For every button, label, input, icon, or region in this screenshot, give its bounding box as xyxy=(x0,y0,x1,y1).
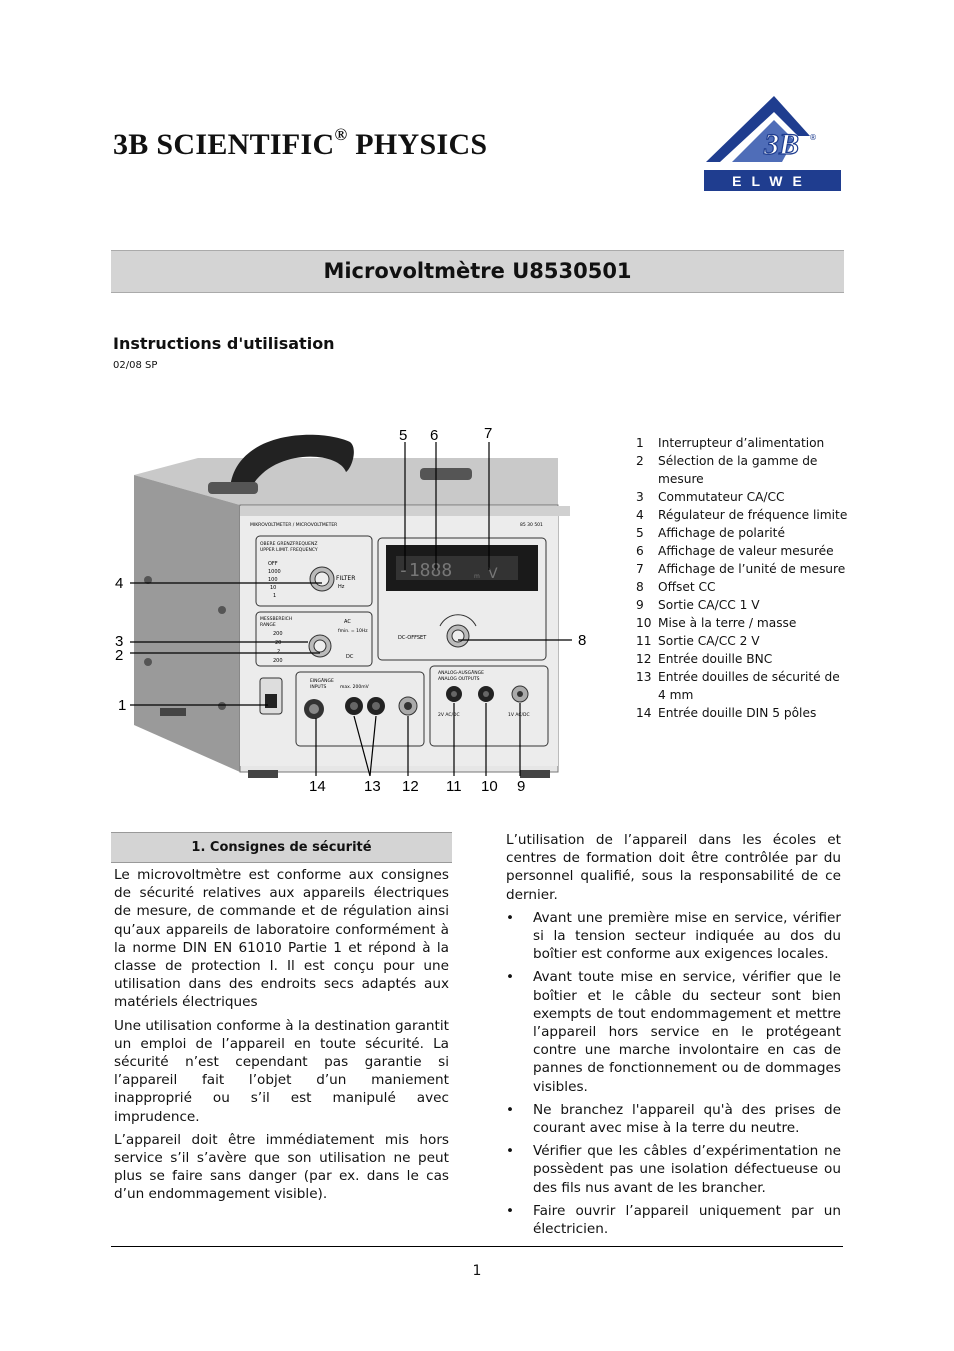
svg-text:OBERE GRENZFREQUENZ: OBERE GRENZFREQUENZ xyxy=(260,542,318,547)
brand-title: 3B SCIENTIFIC® PHYSICS xyxy=(113,125,488,161)
legend-item: 11 Sortie CA/CC 2 V xyxy=(636,634,760,648)
callout-8: 8 xyxy=(578,632,587,649)
legend-item: 8 Offset CC xyxy=(636,580,716,594)
document-title: Microvoltmètre U8530501 xyxy=(111,250,844,293)
callout-3: 3 xyxy=(115,633,124,650)
svg-text:ANALOG OUTPUTS: ANALOG OUTPUTS xyxy=(438,677,480,682)
paragraph: L’appareil doit être immédiatement mis hors service s’il s’avère que son utilisation ne peut plus se faire sans danger (par ex. dans le cas d’un endommagement visible). xyxy=(114,1131,449,1203)
svg-text:MESSBEREICH: MESSBEREICH xyxy=(260,617,293,622)
callout-9: 9 xyxy=(517,778,526,795)
svg-text:200: 200 xyxy=(273,658,283,664)
legend-item: 10 Mise à la terre / masse xyxy=(636,616,797,630)
svg-text:fmin. = 10Hz: fmin. = 10Hz xyxy=(338,629,368,634)
right-column xyxy=(506,831,841,1243)
date-code: 02/08 SP xyxy=(113,360,158,371)
page-number: 1 xyxy=(472,1263,482,1279)
callout-11: 11 xyxy=(446,778,462,795)
svg-text:85 30 501: 85 30 501 xyxy=(520,523,543,528)
callout-1: 1 xyxy=(118,697,127,714)
legend-item: 1 Interrupteur d’alimentation xyxy=(636,436,825,450)
svg-text:INPUTS: INPUTS xyxy=(310,685,327,690)
svg-text:RANGE: RANGE xyxy=(260,623,276,628)
svg-text:®: ® xyxy=(809,133,817,142)
callout-10: 10 xyxy=(481,778,498,795)
svg-text:MIKROVOLTMETER / MICROVOLTMETE: MIKROVOLTMETER / MICROVOLTMETER xyxy=(250,523,338,528)
svg-text:AC: AC xyxy=(344,619,351,625)
legend-item: 7 Affichage de l’unité de mesure xyxy=(636,562,846,576)
callout-4: 4 xyxy=(115,575,124,592)
section-heading: 1. Consignes de sécurité xyxy=(111,832,452,863)
svg-text:3B: 3B xyxy=(764,128,800,161)
svg-text:ELWE: ELWE xyxy=(732,173,812,189)
svg-text:UPPER LIMIT. FREQUENCY: UPPER LIMIT. FREQUENCY xyxy=(260,548,318,553)
legend-item: 14 Entrée douille DIN 5 pôles xyxy=(636,706,817,720)
svg-text:m: m xyxy=(474,573,480,580)
svg-text:FILTER: FILTER xyxy=(336,575,356,582)
svg-text:DC-OFFSET: DC-OFFSET xyxy=(398,635,427,641)
paragraph: Le microvoltmètre est conforme aux consignes de sécurité relatives aux appareils électriques de mesure, de commande et de régulation ainsi qu’aux appareils de laboratoire conformément à la norme DIN EN 61010 Partie 1 et répond à la classe de protection I. Il est conçu pour une utilisation dans des endroits secs adaptés aux matériels électriques xyxy=(114,867,449,1011)
list-item: • Avant une première mise en service, vérifier si la tension secteur indiquée au dos du boîtier est conforme aux exigences locales. xyxy=(506,909,841,964)
svg-text:V: V xyxy=(488,566,498,582)
list-item: • Ne branchez l'appareil qu'à des prises de courant avec mise à la terre du neutre. xyxy=(506,1101,841,1137)
svg-text:EINGÄNGE: EINGÄNGE xyxy=(310,679,334,684)
list-item: • Vérifier que les câbles d’expérimentation ne possèdent pas une isolation défectueuse ou des fils nus avant de les brancher. xyxy=(506,1142,841,1197)
svg-text:OFF: OFF xyxy=(268,561,278,567)
legend-item: 9 Sortie CA/CC 1 V xyxy=(636,598,760,612)
callout-6: 6 xyxy=(430,427,439,444)
paragraph: Une utilisation conforme à la destination garantit un emploi de l’appareil en toute sécurité. La sécurité n’est cependant pas garantie si l’appareil fait l’objet d’un maniement inapproprié ou s’il est manipulé avec imprudence. xyxy=(114,1017,449,1125)
legend-item: 5 Affichage de polarité xyxy=(636,526,785,540)
device-figure xyxy=(100,420,600,810)
svg-text:1000: 1000 xyxy=(268,569,281,575)
svg-text:1: 1 xyxy=(273,593,277,599)
3b-elwe-logo xyxy=(702,94,842,192)
list-item: • Avant toute mise en service, vérifier que le boîtier et le câble du secteur sont bien exempts de tout endommagement et mettre l’appareil hors service en le protégeant contre une marche involontaire en cas de pannes de fonctionnement ou de dommages visibles. xyxy=(506,968,841,1095)
figure-legend xyxy=(636,434,851,722)
section-subtitle: Instructions d'utilisation xyxy=(113,334,335,353)
svg-text:1V AC/DC: 1V AC/DC xyxy=(508,713,530,718)
legend-item: 13 Entrée douilles de sécurité de 4 mm xyxy=(636,670,840,702)
footer-rule xyxy=(111,1246,843,1247)
callout-13: 13 xyxy=(364,778,381,795)
legend-item: 2 Sélection de la gamme de mesure xyxy=(636,454,818,486)
list-item: • Faire ouvrir l’appareil uniquement par un électricien. xyxy=(506,1202,841,1238)
callout-2: 2 xyxy=(115,647,124,664)
svg-text:20: 20 xyxy=(275,640,282,646)
svg-text:-1888: -1888 xyxy=(398,560,453,581)
left-column xyxy=(114,866,449,1209)
legend-item: 3 Commutateur CA/CC xyxy=(636,490,785,504)
svg-text:DC: DC xyxy=(346,654,354,660)
svg-text:Hz: Hz xyxy=(338,584,345,590)
svg-text:ANALOG-AUSGÄNGE: ANALOG-AUSGÄNGE xyxy=(438,671,484,676)
legend-item: 6 Affichage de valeur mesurée xyxy=(636,544,834,558)
svg-text:10: 10 xyxy=(270,585,277,591)
callout-14: 14 xyxy=(309,778,326,795)
callout-12: 12 xyxy=(402,778,419,795)
svg-text:max. 200mV: max. 200mV xyxy=(340,685,369,690)
safety-list xyxy=(506,909,841,1238)
svg-text:200: 200 xyxy=(273,631,283,637)
svg-text:2V AC/DC: 2V AC/DC xyxy=(438,713,460,718)
paragraph: L’utilisation de l’appareil dans les écoles et centres de formation doit être contrôlée par du personnel qualifié, sous la responsabilité de ce dernier. xyxy=(506,832,841,903)
svg-text:2: 2 xyxy=(277,649,281,655)
legend-item: 12 Entrée douille BNC xyxy=(636,652,773,666)
callout-7: 7 xyxy=(484,425,493,442)
legend-item: 4 Régulateur de fréquence limite xyxy=(636,508,848,522)
callout-5: 5 xyxy=(399,427,408,444)
svg-text:100: 100 xyxy=(268,577,278,583)
